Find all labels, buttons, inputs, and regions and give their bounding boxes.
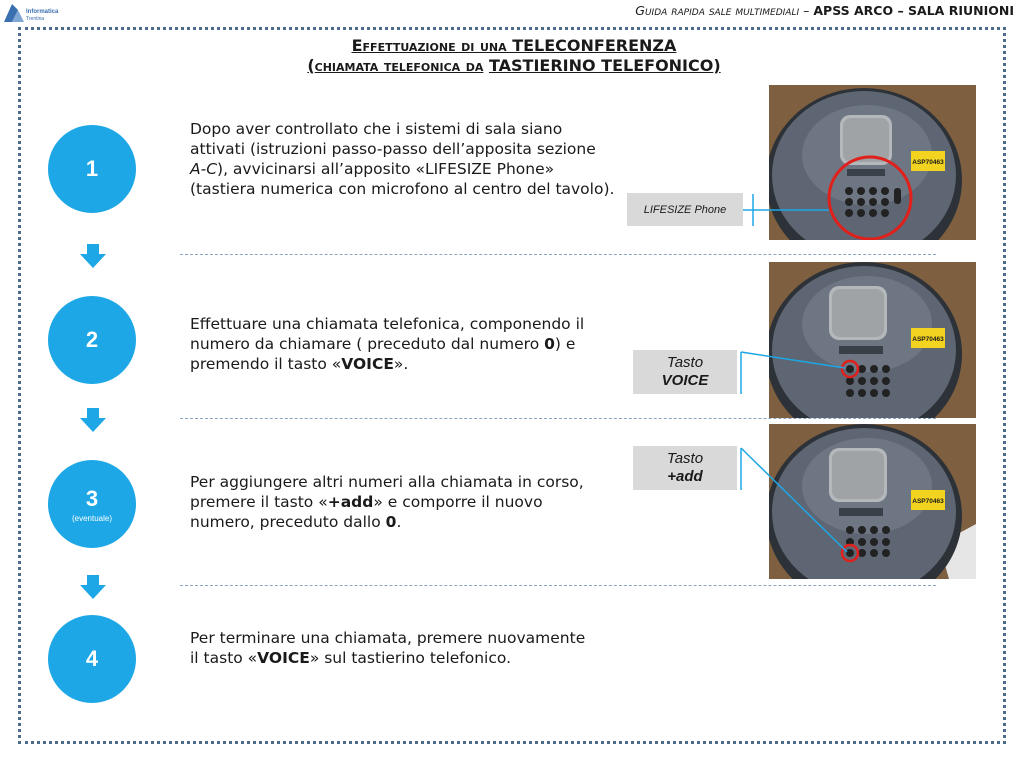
step-3-badge: [48, 460, 136, 548]
page-title: [200, 36, 828, 76]
asset-label: ASP70463: [912, 498, 944, 505]
callout-add-key: [633, 446, 737, 490]
step-text-part: » e comporre il nuovo numero, preceduto dallo: [190, 493, 543, 531]
step-text-bold: VOICE: [341, 355, 394, 373]
step-text-part: Per terminare una chiamata, premere nuovamente il tasto «: [190, 629, 586, 667]
step-text-bold: VOICE: [257, 649, 310, 667]
down-arrow-icon: [80, 408, 106, 432]
location-label: APSS ARCO – SALA RIUNIONI: [813, 3, 1014, 18]
step-text-bold: +add: [327, 493, 374, 511]
callout-label: LIFESIZE Phone: [643, 203, 727, 216]
connector-line-2: [737, 350, 847, 396]
step-text-part: ».: [393, 355, 409, 373]
step-text-italic: A-C: [190, 160, 218, 178]
title-line2-prefix: chiamata telefonica da: [314, 56, 484, 75]
svg-text:Trentina: Trentina: [26, 16, 45, 22]
company-logo: [2, 2, 62, 24]
step-2-badge: [48, 296, 136, 384]
step-text-part: .: [396, 513, 402, 531]
down-arrow-icon: [80, 575, 106, 599]
step-number: 4: [85, 646, 99, 671]
callout-voice-key: [633, 350, 737, 394]
step-text-part: ) e premendo il tasto «: [190, 335, 576, 373]
svg-text:Informatica: Informatica: [26, 9, 59, 15]
callout-lifesize-phone: [627, 193, 743, 226]
step-text-bold: 0: [385, 513, 397, 531]
title-line2-main: TASTIERINO TELEFONICO: [488, 56, 714, 75]
callout-line1: Tasto: [666, 450, 704, 467]
step-text-bold: 0: [544, 335, 555, 353]
page-header: [635, 3, 1014, 18]
step-text-part: ), avvicinarsi all’apposito «LIFESIZE Phone» (tastiera numerica con microfono al centro del tavolo).: [190, 160, 615, 198]
title-open: (: [307, 56, 315, 75]
step-4-text: [190, 628, 590, 668]
step-3-text: [190, 472, 600, 532]
step-optional-note: (eventuale): [71, 513, 113, 523]
step-separator: [180, 254, 936, 255]
callout-line2: +add: [667, 468, 703, 485]
step-text-part: Effettuare una chiamata telefonica, componendo il numero da chiamare ( preceduto dal numero: [190, 315, 585, 353]
step-separator: [180, 585, 936, 586]
asset-label: ASP70463: [912, 159, 944, 166]
callout-line1: Tasto: [666, 354, 704, 371]
step-text-part: » sul tastierino telefonico.: [309, 649, 512, 667]
asset-label: ASP70463: [912, 336, 944, 343]
step-text-part: Dopo aver controllato che i sistemi di sala siano attivati (istruzioni passo-passo dell’apposita sezione: [190, 120, 596, 158]
step-1-badge: [48, 125, 136, 213]
step-1-text: [190, 119, 615, 199]
step-separator: [180, 418, 936, 419]
header-dash: –: [803, 3, 810, 18]
down-arrow-icon: [80, 244, 106, 268]
connector-line-3: [737, 446, 849, 554]
title-line1-main: TELECONFERENZA: [512, 36, 677, 55]
title-line1-prefix: Effettuazione di una: [351, 36, 507, 55]
step-text-part: Per aggiungere altri numeri alla chiamata in corso, premere il tasto «: [190, 473, 584, 511]
step-number: 1: [85, 156, 99, 181]
step-2-text: [190, 314, 620, 374]
guide-label: Guida rapida sale multimediali: [635, 3, 800, 18]
step-number: 3: [85, 485, 99, 511]
title-close: ): [713, 56, 721, 75]
step-number: 2: [85, 327, 99, 352]
connector-line-1: [743, 190, 833, 230]
step-4-badge: [48, 615, 136, 703]
callout-line2: VOICE: [661, 372, 709, 389]
